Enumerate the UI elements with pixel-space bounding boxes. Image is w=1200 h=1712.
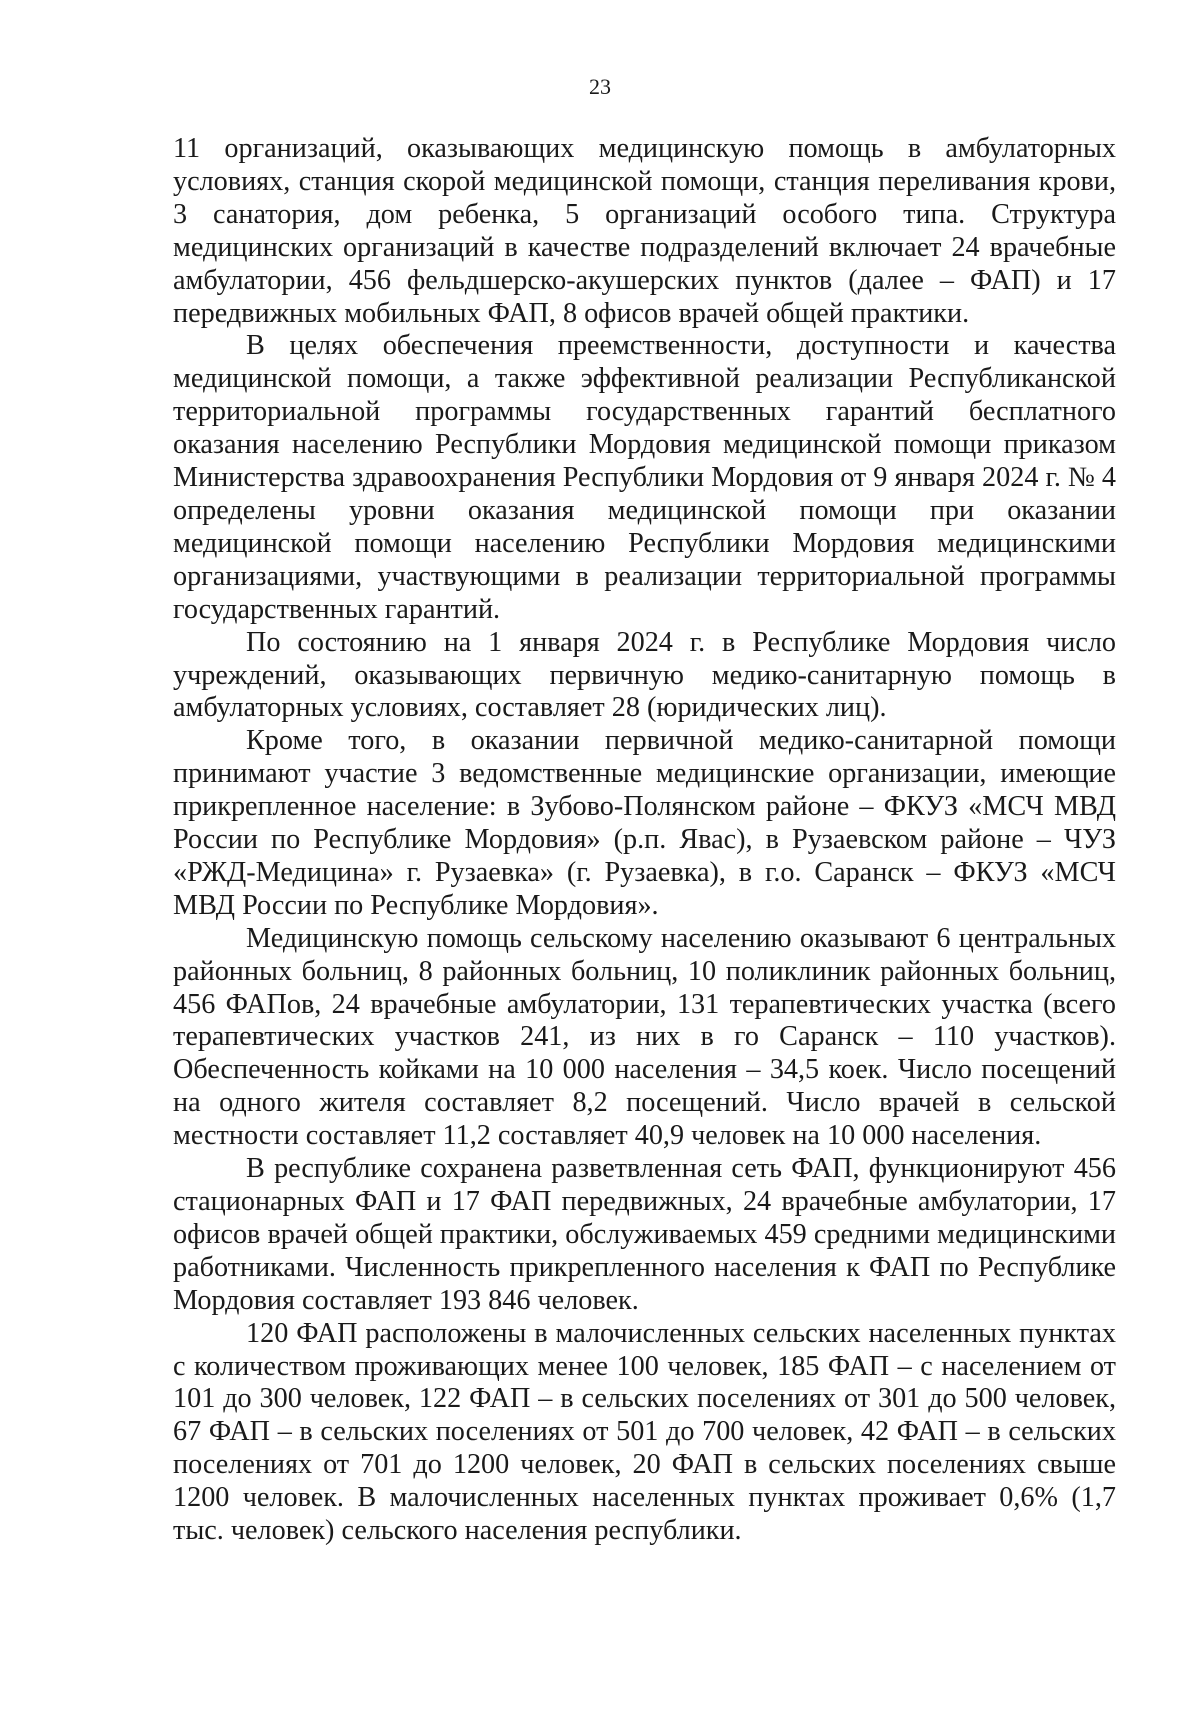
document-body <box>173 133 1116 1548</box>
paragraph-care-levels: В целях обеспечения преемственности, доступности и качества медицинской помощи, а также эффективной реализации Республиканской территориальной программы государственных гарантий бесплатного оказания населению Республики Мордовия медицинской помощи приказом Министерства здравоохранения Республики Мордовия от 9 января 2024 г. № 4 определены уровни оказания медицинской помощи при оказании медицинской помощи населению Республики Мордовия медицинскими организациями, участвующими в реализации территориальной программы государственных гарантий. <box>173 330 1116 625</box>
page-number: 23 <box>589 74 611 99</box>
paragraph-rural-care: Медицинскую помощь сельскому населению оказывают 6 центральных районных больниц, 8 районных больниц, 10 поликлиник районных больниц, 456 ФАПов, 24 врачебные амбулатории, 131 терапевтических участка (всего терапевтических участков 241, из них в го Саранск – 110 участков). Обеспеченность койками на 10 000 населения – 34,5 коек. Число посещений на одного жителя составляет 8,2 посещений. Число врачей в сельской местности составляет 11,2 составляет 40,9 человек на 10 000 населения. <box>173 922 1116 1152</box>
paragraph-organizations-list: 11 организаций, оказывающих медицинскую помощь в амбулаторных условиях, станция скорой медицинской помощи, станция переливания крови, 3 санатория, дом ребенка, 5 организаций особого типа. Структура медицинских организаций в качестве подразделений включает 24 врачебные амбулатории, 456 фельдшерско-акушерских пунктов (далее – ФАП) и 17 передвижных мобильных ФАП, 8 офисов врачей общей практики. <box>173 133 1116 329</box>
paragraph-departmental-organizations: Кроме того, в оказании первичной медико-санитарной помощи принимают участие 3 ведомственные медицинские организации, имеющие прикрепленное население: в Зубово-Полянском районе – ФКУЗ «МСЧ МВД России по Республике Мордовия» (р.п. Явас), в Рузаевском районе – ЧУЗ «РЖД-Медицина» г. Рузаевка» (г. Рузаевка), в г.о. Саранск – ФКУЗ «МСЧ МВД России по Республике Мордовия». <box>173 725 1116 921</box>
paragraph-institution-count: По состоянию на 1 января 2024 г. в Республике Мордовия число учреждений, оказывающих первичную медико-санитарную помощь в амбулаторных условиях, составляет 28 (юридических лиц). <box>173 626 1116 724</box>
paragraph-fap-distribution: 120 ФАП расположены в малочисленных сельских населенных пунктах с количеством проживающих менее 100 человек, 185 ФАП – с населением от 101 до 300 человек, 122 ФАП – в сельских поселениях от 301 до 500 человек, 67 ФАП – в сельских поселениях от 501 до 700 человек, 42 ФАП – в сельских поселениях от 701 до 1200 человек, 20 ФАП в сельских поселениях свыше 1200 человек. В малочисленных населенных пунктах проживает 0,6% (1,7 тыс. человек) сельского населения республики. <box>173 1317 1116 1547</box>
paragraph-fap-network: В республике сохранена разветвленная сеть ФАП, функционируют 456 стационарных ФАП и 17 ФАП передвижных, 24 врачебные амбулатории, 17 офисов врачей общей практики, обслуживаемых 459 средними медицинскими работниками. Численность прикрепленного населения к ФАП по Республике Мордовия составляет 193 846 человек. <box>173 1153 1116 1316</box>
